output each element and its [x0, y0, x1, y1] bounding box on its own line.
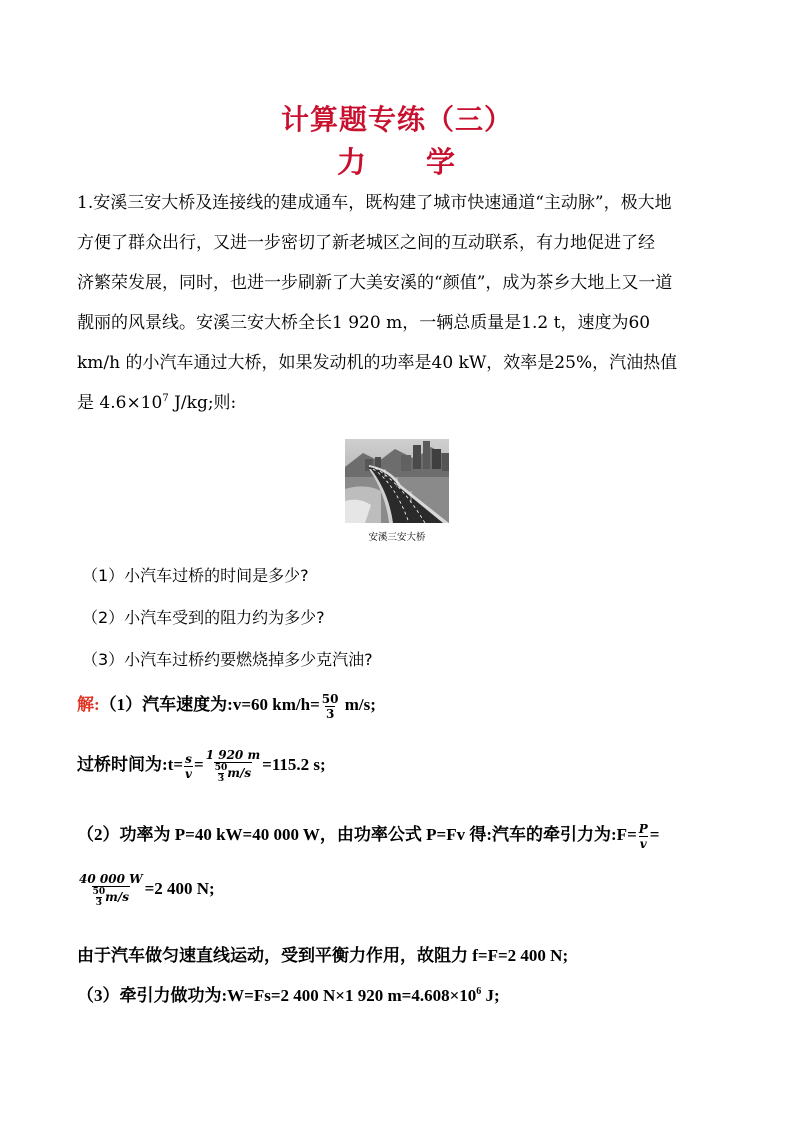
solution-step-4: 40 000 W $\frac{50}{3}$ m/s =2 400 N;	[79, 872, 215, 908]
solution-label: 解:	[77, 695, 100, 714]
problem-line: 靓丽的风景线。安溪三安大桥全长1 920 m，一辆总质量是1.2 t，速度为60	[77, 313, 651, 333]
problem-statement	[77, 183, 725, 423]
fraction: 40 000 W $\frac{50}{3}$ m/s	[79, 872, 143, 908]
subtitle-right: 学	[426, 145, 458, 179]
fraction: $\frac{P}{v}$	[638, 821, 648, 851]
page-title: 计算题专练（三）	[280, 103, 513, 136]
problem-line: 济繁荣发展，同时，也进一步刷新了大美安溪的“颜值”，成为茶乡大地上又一道	[77, 273, 673, 293]
problem-line-last: 是 $4.6\times 10^7$ J/kg;则:	[77, 393, 237, 413]
subtitle-left: 力	[336, 145, 368, 179]
solution-step-3: （2）功率为 P=40 kW=40 000 W，由功率公式 P=Fv 得:汽车的牵引力为:F= $\frac{P}{v}$ =	[77, 821, 660, 851]
fraction: $\frac{s}{v}$	[185, 751, 192, 781]
solution-step-6: （3）牵引力做功为:W=Fs=2 400 N×1 920 $m=4.608\times 10^6$ J;	[77, 986, 500, 1005]
problem-line: 1.安溪三安大桥及连接线的建成通车，既构建了城市快速通道“主动脉”，极大地	[77, 193, 672, 213]
fraction: $\frac{50}{3}$	[321, 691, 339, 721]
solution-step-5: 由于汽车做匀速直线运动，受到平衡力作用，故阻力 f=F=2 400 N;	[77, 946, 569, 965]
fraction: 1 920 m $\frac{50}{3}$ m/s	[205, 748, 261, 784]
solution-step-2: 过桥时间为:t= $\frac{s}{v}$ = 1 920 m $\frac{50}{3}$ m/s =115.2 s;	[77, 748, 326, 784]
question-1: （1）小汽车过桥的时间是多少?	[82, 566, 309, 585]
question-2: （2）小汽车受到的阻力约为多少?	[82, 608, 325, 627]
problem-line: km/h 的小汽车通过大桥，如果发动机的功率是40 kW，效率是25%，汽油热值	[77, 353, 678, 373]
solution-step-1: 解:（1）汽车速度为:v=60 km/h= $\frac{50}{3}$ m/s;	[77, 691, 376, 721]
bridge-photo	[345, 439, 449, 523]
problem-line: 方便了群众出行，又进一步密切了新老城区之间的互动联系，有力地促进了经	[77, 233, 655, 253]
figure-caption: 安溪三安大桥	[368, 532, 426, 543]
page-subtitle	[0, 140, 794, 181]
question-3: （3）小汽车过桥约要燃烧掉多少克汽油?	[82, 650, 373, 669]
